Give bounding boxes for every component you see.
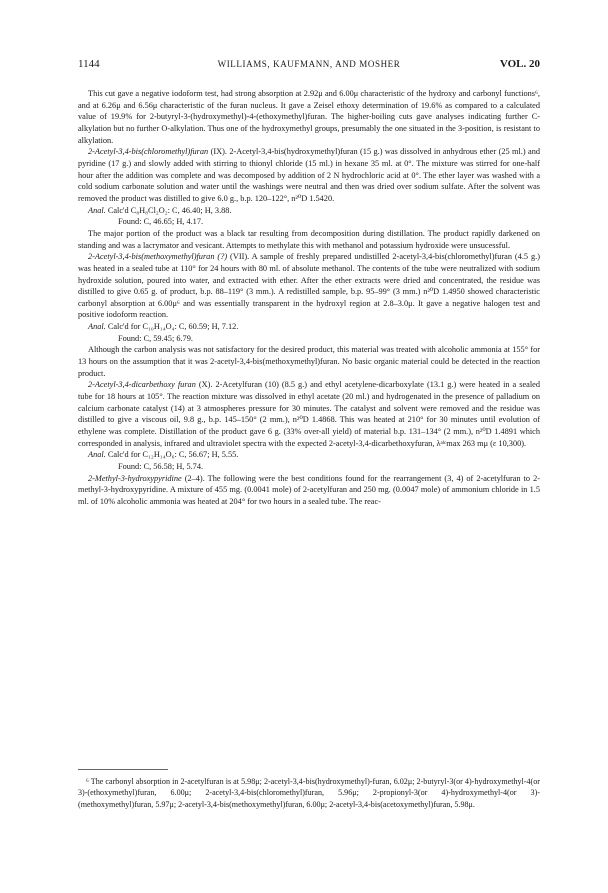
paragraph-10 (78, 379, 540, 449)
paragraph-3-text: Calc'd C₈H₈Cl₂O₂: C, 46.40; H, 3.88. (105, 205, 232, 215)
paragraph-11-text: Calc'd for C₁₂H₁₄O₆: C, 56.67; H, 5.55. (105, 450, 239, 460)
paragraph-2-title: 2-Acetyl-3,4-bis(chloromethyl)furan (88, 147, 209, 157)
paragraph-1 (78, 88, 540, 146)
paragraph-12-text: Found: C, 56.58; H, 5.74. (118, 462, 204, 471)
paragraph-6-title: 2-Acetyl-3,4-bis(methoxymethyl)furan (?) (88, 252, 228, 262)
paragraph-6 (78, 251, 540, 321)
paragraph-13 (78, 473, 540, 508)
paragraph-3 (78, 205, 540, 217)
paragraph-8-text: Found: C, 59.45; 6.79. (118, 333, 193, 343)
paragraph-2-text: (IX). 2-Acetyl-3,4-bis(hydroxymethyl)furan (15 g.) was dissolved in anhydrous ether (25 ml.) and pyridine (17 g.) and slowly added with stirring to thionyl chloride (15 ml.) in hexane 35 ml. at 0°. The mixture was stirred for one-half hour after the addition was complete and was decomposed by addition of 2 N hydrochloric acid at 0°. The ether layer was washed with a cold sodium carbonate solution and water until the washings were neutral and then was dried over sodium sulfate. After the solvent was removed the product was distilled to give 6.0 g., b.p. 120–122°, n²⁰D 1.5420. (78, 147, 540, 203)
paragraph-7 (78, 321, 540, 333)
running-header (78, 58, 540, 74)
paragraph-5 (78, 228, 540, 251)
paragraph-9-text: Although the carbon analysis was not satisfactory for the desired product, this material was treated with alcoholic ammonia at 155° for 13 hours on the assumption that it was 2-acetyl-3,4-bis(methoxymethyl)furan. No basic organic material could be detected in the reaction product. (78, 345, 540, 378)
paragraph-11-title: Anal. (88, 450, 106, 460)
paragraph-7-text: Calc'd for C₁₀H₁₄O₄: C, 60.59; H, 7.12. (105, 322, 239, 332)
paragraph-13-title: 2-Methyl-3-hydroxypyridine (88, 473, 182, 483)
paragraph-4 (78, 216, 540, 228)
running-title-authors: WILLIAMS, KAUFMANN, AND MOSHER (217, 59, 401, 69)
paragraph-10-text: (X). 2-Acetylfuran (10) (8.5 g.) and ethyl acetylene-dicarboxylate (13.1 g.) were heated in a sealed tube for 18 hours at 105°. The reaction mixture was dissolved in ethyl acetate (20 ml.) and hydrogenated in the presence of palladium on calcium carbonate catalyst (14) at 3 atmospheres pressure for 30 minutes. The catalyst and solvent were removed and the residue was distilled to give a viscous oil, 9.8 g., b.p. 145–150° (2 mm.), n²⁰D 1.4868. This was heated at 210° for 30 minutes until evolution of ethylene was complete. Distillation of the product gave 6 g. (33% over-all yield) of material b.p. 131–134° (2 mm.), n²⁰D 1.4891 which corresponded in analysis, infrared and ultraviolet spectra with the expected 2-acetyl-3,4-dicarbethoxyfuran, λᵃˡᶜmax 263 mμ (ε 10,300). (78, 380, 540, 448)
paragraph-12 (78, 461, 540, 473)
paragraph-13-text: (2–4). The following were the best conditions found for the rearrangement (3, 4) of 2-acetylfuran to 2-methyl-3-hydroxypyridine. A mixture of 455 mg. (0.0041 mole) of 2-acetylfuran and 250 mg. (0.0047 mole) of ammonium chloride in 1.5 ml. of 10% alcoholic ammonia was heated at 204° for two hours in a sealed tube. The reac- (78, 473, 540, 506)
paragraph-11 (78, 449, 540, 461)
paragraph-5-text: The major portion of the product was a black tar resulting from decomposition during distillation. The product rapidly darkened on standing and was a lacrymator and vesicant. Attempts to methylate this with methanol and potassium hydroxide were unsucessful. (78, 228, 540, 250)
paragraph-9 (78, 344, 540, 379)
paragraph-3-title: Anal. (88, 205, 106, 215)
paragraph-4-text: Found: C, 46.65; H, 4.17. (118, 217, 204, 227)
volume-label: VOL. 20 (499, 58, 540, 70)
footnote (78, 776, 540, 810)
paragraph-7-title: Anal. (88, 322, 106, 332)
paragraph-2 (78, 146, 540, 204)
page-number: 1144 (78, 58, 100, 70)
footnote-divider (78, 769, 168, 770)
paragraph-1-text: This cut gave a negative iodoform test, had strong absorption at 2.92μ and 6.00μ characteristic of the hydroxy and carbonyl functions⁶, and at 6.26μ and 6.56μ characteristic of the furan nucleus. It gave a Zeisel ethoxy determination of 19.6% as compared to a calculated value of 19.9% for 2-butyryl-3-(hydroxymethyl)-4-(ethoxymethyl)furan. The higher-boiling cuts gave analyses indicating further C-alkylation but no further O-alkylation. Thus one of the hydroxymethyl groups, presumably the one situated in the 3-position, is resistant to alkylation. (78, 89, 540, 145)
footnote-text: ⁶ The carbonyl absorption in 2-acetylfuran is at 5.98μ; 2-acetyl-3,4-bis(hydroxymethyl)-furan, 6.02μ; 2-butyryl-3(or 4)-hydroxymethyl-4(or 3)-(ethoxymethyl)furan, 6.00μ; 2-acetyl-3,4-bis(chloromethyl)furan, 5.96μ; 2-propionyl-3(or 4)-hydroxymethyl-4(or 3)-(methoxymethyl)furan, 5.97μ; 2-acetyl-3,4-bis(methoxymethyl)furan, 6.00μ; 2-acetyl-3,4-bis(acetoxymethyl)furan, 5.98μ. (78, 777, 540, 809)
paragraph-6-text: (VII). A sample of freshly prepared undistilled 2-acetyl-3,4-bis(chloromethyl)furan (4.5 g.) was heated in a sealed tube at 110° for 24 hours with 80 ml. of absolute methanol. The contents of the tube were neutralized with sodium hydroxide solution, poured into water, and extracted with ether. After the ether extracts were dried and concentrated, the residue was distilled to give 0.65 g. of product, b.p. 88–119° (3 mm.). A redistilled sample, b.p. 95–99° (3 mm.) n²⁰D 1.4950 showed characteristic carbonyl absorption at 6.00μ⁶ and was essentially transparent in the hydroxyl region at 2.8–3.0μ. It gave a negative halogen test and positive iodoform reaction. (78, 252, 540, 320)
paragraph-10-title: 2-Acetyl-3,4-dicarbethoxy furan (88, 380, 196, 390)
body-text (78, 88, 540, 508)
page (78, 58, 540, 508)
paragraph-8 (78, 333, 540, 345)
